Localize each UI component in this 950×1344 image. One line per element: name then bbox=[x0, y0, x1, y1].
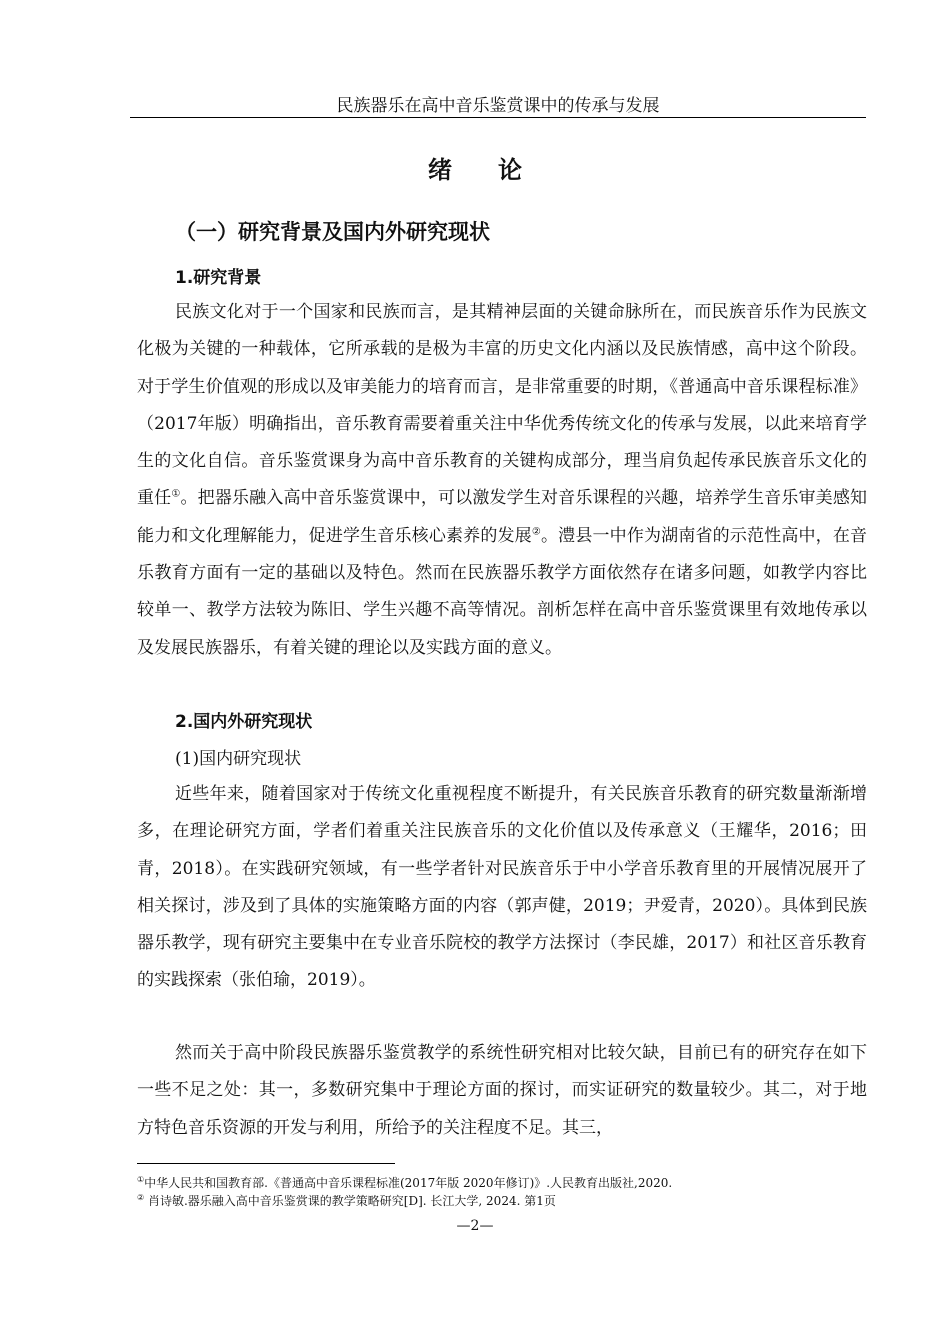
subsection-heading-research-status: 2.国内外研究现状 bbox=[175, 712, 313, 732]
chapter-title: 绪论 bbox=[428, 156, 568, 184]
footnote-text: 肖诗敏.器乐融入高中音乐鉴赏课的教学策略研究[D]. 长江大学, 2024. 第1页 bbox=[144, 1194, 556, 1208]
paragraph-research-background bbox=[137, 294, 867, 667]
subsubsection-heading-domestic: (1)国内研究现状 bbox=[175, 749, 302, 769]
section-heading: （一）研究背景及国内外研究现状 bbox=[175, 220, 490, 244]
footnote-2 bbox=[137, 1190, 556, 1209]
paragraph-domestic-research: 近些年来，随着国家对于传统文化重视程度不断提升，有关民族音乐教育的研究数量渐渐增多，在理论研究方面，学者们着重关注民族音乐的文化价值以及传承意义（王耀华，2016；田青，2018）。在实践研究领域，有一些学者针对民族音乐于中小学音乐教育里的开展情况展开了相关探讨，涉及到了具体的实施策略方面的内容（郭声健，2019；尹爱青，2020）。具体到民族器乐教学，现有研究主要集中在专业音乐院校的教学方法探讨（李民雄，2017）和社区音乐教育的实践探索（张伯瑜，2019）。 bbox=[137, 784, 867, 991]
header-rule bbox=[130, 117, 866, 118]
footnote-separator bbox=[137, 1163, 395, 1164]
paragraph-text: 民族文化对于一个国家和民族而言，是其精神层面的关键命脉所在，而民族音乐作为民族文化极为关键的一种载体，它所承载的是极为丰富的历史文化内涵以及民族情感，高中这个阶段。对于学生价值观的形成以及审美能力的培育而言，是非常重要的时期，《普通高中音乐课程标准》（2017年版）明确指出，音乐教育需要着重关注中华优秀传统文化的传承与发展，以此来培育学生的文化自信。音乐鉴赏课身为高中音乐教育的关键构成部分，理当肩负起传承民族音乐文化的重任 bbox=[137, 302, 867, 509]
footnote-ref-1[interactable]: ① bbox=[171, 488, 181, 500]
page-number: —2— bbox=[456, 1218, 494, 1234]
paragraph-text: 。把器乐融入高中音乐鉴赏课中，可以激发学生对音乐课程的兴趣，培养学生音乐审美感知能力和文化理解能力，促进学生音乐核心素养的发展 bbox=[137, 488, 868, 546]
footnote-mark: ① bbox=[137, 1175, 145, 1184]
footnote-1 bbox=[137, 1172, 672, 1191]
subsection-heading-background: 1.研究背景 bbox=[175, 268, 262, 288]
paragraph-text: 。澧县一中作为湖南省的示范性高中，在音乐教育方面有一定的基础以及特色。然而在民族器乐教学方面依然存在诸多问题，如教学内容比较单一、教学方法较为陈旧、学生兴趣不高等情况。剖析怎样在高中音乐鉴赏课里有效地传承以及发展民族器乐，有着关键的理论以及实践方面的意义。 bbox=[137, 525, 868, 658]
footnote-mark: ② bbox=[137, 1193, 145, 1202]
footnote-ref-2[interactable]: ② bbox=[531, 526, 541, 538]
footnote-text: 中华人民共和国教育部.《普通高中音乐课程标准(2017年版 2020年修订)》.人民教育出版社,2020. bbox=[144, 1176, 673, 1190]
paragraph-research-gaps: 然而关于高中阶段民族器乐鉴赏教学的系统性研究相对比较欠缺，目前已有的研究存在如下一些不足之处：其一，多数研究集中于理论方面的探讨，而实证研究的数量较少。其二，对于地方特色音乐资源的开发与利用，所给予的关注程度不足。其三， bbox=[137, 1043, 867, 1138]
running-header: 民族器乐在高中音乐鉴赏课中的传承与发展 bbox=[336, 96, 660, 116]
